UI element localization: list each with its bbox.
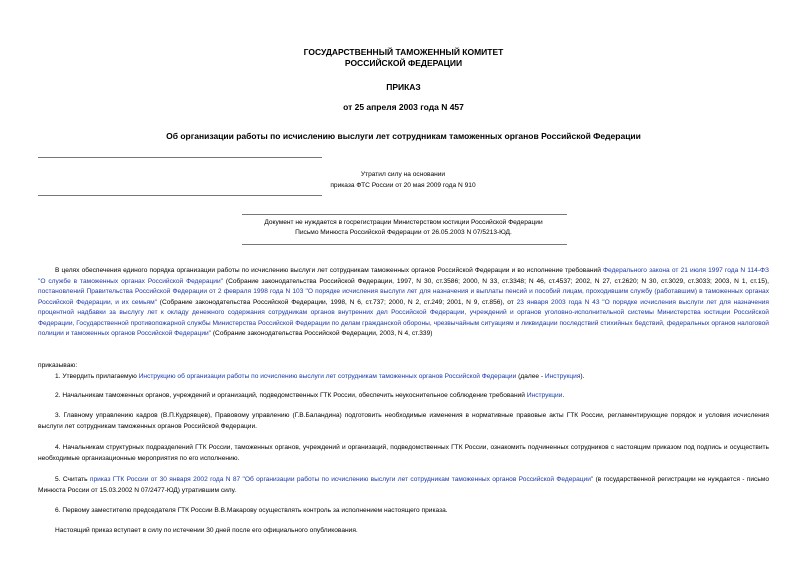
status-note-line1: Утратил силу на основании: [360, 171, 446, 178]
divider: [242, 214, 567, 215]
agency-name-line2: РОССИЙСКОЙ ФЕДЕРАЦИИ: [344, 58, 463, 68]
federal-law-link[interactable]: Федерального закона от 21 июля 1997 года N 114-ФЗ "О службе в таможенных органах Российской Федерации": [38, 267, 770, 285]
divider: [242, 244, 567, 245]
instruction-link[interactable]: Инструкции: [526, 392, 563, 399]
item-4: 4. Начальникам структурных подразделений ГТК России, таможенных органов, учреждений и организаций, подведомственных ГТК России, ознакомить подчиненных сотрудников с настоящим приказом под подпись и осуществить необходимые организационные мероприятия по его исполнению.: [38, 444, 769, 462]
final-paragraph: Настоящий приказ вступает в силу по истечении 30 дней после его официального опубликования.: [55, 527, 358, 534]
registration-note-line2: Письмо Минюста Российской Федерации от 26.05.2003 N 07/5213-ЮД.: [295, 229, 512, 236]
agency-name-line1: ГОСУДАРСТВЕННЫЙ ТАМОЖЕННЫЙ КОМИТЕТ: [303, 47, 504, 57]
instruction-short-link[interactable]: Инструкция: [544, 373, 581, 380]
status-note-line2: приказа ФТС России от 20 мая 2009 года N 910: [330, 182, 476, 189]
document-title: Об организации работы по исчислению выслуги лет сотрудникам таможенных органов Российской Федерации: [166, 131, 641, 141]
item-6: 6. Первому заместителю председателя ГТК России В.В.Макарову осуществлять контроль за исполнением настоящего приказа.: [55, 507, 448, 514]
instruction-link[interactable]: Инструкцию об организации работы по исчислению выслуги лет сотрудникам таможенных органов Российской Федерации: [138, 373, 517, 380]
order-87-link[interactable]: приказ ГТК России от 30 января 2002 года N 87 "Об организации работы по исчислению выслуги лет сотрудникам таможенных органов Российской Федерации": [89, 476, 594, 483]
item-3: 3. Главному управлению кадров (В.П.Кудрявцев), Правовому управлению (Г.В.Баландина) подготовить необходимые изменения в нормативные правовые акты ГТК России, регламентирующие порядок и условия исчисления выслуги лет сотрудникам таможенных органов Российской Федерации.: [38, 412, 769, 430]
divider: [38, 195, 322, 196]
item-5: 5. Считать приказ ГТК России от 30 января 2002 года N 87 "Об организации работы по исчислению выслуги лет сотрудникам таможенных органов Российской Федерации" (в государственной регистрации не нуждается - письмо Минюста России от 15.03.2002 N 07/2477-ЮД) утратившим силу.: [38, 476, 769, 494]
item-1: 1. Утвердить прилагаемую Инструкцию об организации работы по исчислению выслуги лет сотрудникам таможенных органов Российской Федерации (далее - Инструкция).: [55, 373, 585, 380]
order-word: приказываю:: [38, 362, 78, 369]
government-decree-43-link[interactable]: 23 января 2003 года N 43 "О порядке исчисления выслуги лет для назначения процентной надбавки за выслугу лет к окладу денежного содержания сотрудникам органов внутренних дел Российской Федерации, учреждений и органов уголовно-исполнительной системы Министерства юстиции Российской Федерации, Государственной противопожарной службы Министерства Российской Федерации по делам гражданской обороны, чрезвычайным ситуациям и ликвидации последствий стихийных бедствий, федеральных органов налоговой полиции и таможенных органов Российской Федерации": [38, 298, 769, 337]
item-2: 2. Начальникам таможенных органов, учреждений и организаций, подведомственных ГТК России, обеспечить неукоснительное соблюдение требований Инструкции.: [55, 392, 565, 399]
document-type: ПРИКАЗ: [386, 82, 421, 92]
document-date: от 25 апреля 2003 года N 457: [343, 102, 464, 112]
divider: [38, 157, 322, 158]
government-decree-103-link[interactable]: постановлений Правительства Российской Федерации от 2 февраля 1998 года N 103 "О порядке исчисления выслуги лет для назначения и выплаты пенсий и пособий лицам, проходившим службу (работавшим) в таможенных органах Российской Федерации, и их семьям": [38, 288, 769, 306]
preamble-paragraph: В целях обеспечения единого порядка организации работы по исчислению выслуги лет сотрудникам таможенных органов Российской Федерации и во исполнение требований Федерального закона от 21 июля 1997 года N 114-ФЗ "О службе в таможенных органах Российской Федерации" (Собрание законодательства Российской Федерации, 1997, N 30, ст.3586; 2000, N 33, ст.3348; N 46, ст.4537; 2002, N 27, ст.2620; N 30, ст.3029, ст.3033; 2003, N 1, ст.15), постановлений Правительства Российской Федерации от 2 февраля 1998 года N 103 "О порядке исчисления выслуги лет для назначения и выплаты пенсий и пособий лицам, проходившим службу (работавшим) в таможенных органах Российской Федерации, и их семьям" (Собрание законодательства Российской Федерации, 1998, N 6, ст.737; 2000, N 2, ст.249; 2001, N 9, ст.856), от 23 января 2003 года N 43 "О порядке исчисления выслуги лет для назначения процентной надбавки за выслугу лет к окладу денежного содержания сотрудникам органов внутренних дел Российской Федерации, учреждений и органов уголовно-исполнительной системы Министерства юстиции Российской Федерации, Государственной противопожарной службы Министерства Российской Федерации по делам гражданской обороны, чрезвычайным ситуациям и ликвидации последствий стихийных бедствий, федеральных органов налоговой полиции и таможенных органов Российской Федерации" (Собрание законодательства Российской Федерации, 2003, N 4, ст.339): [38, 267, 770, 337]
registration-note-line1: Документ не нуждается в госрегистрации Министерством юстиции Российской Федерации: [264, 219, 543, 226]
